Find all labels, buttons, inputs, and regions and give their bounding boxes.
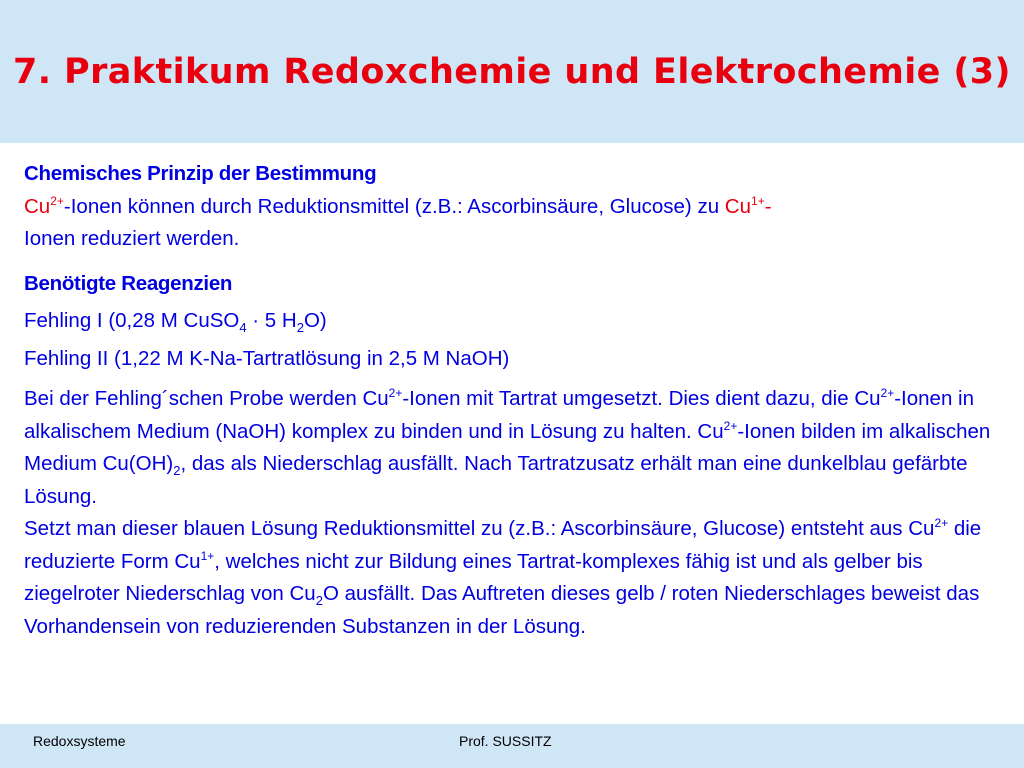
subscript: 2 [315, 593, 323, 608]
copper-symbol: Cu [724, 194, 752, 218]
title-bar [0, 0, 1024, 143]
section-heading-reagents: Benötigte Reagenzien [24, 271, 233, 295]
charge-superscript: 1+ [200, 548, 215, 563]
reagent-fehling-2: Fehling II (1,22 M K-Na-Tartratlösung in 2,5 M NaOH) [24, 346, 510, 370]
reagent-fehling-1 [24, 305, 999, 338]
footer-author: Prof. SUSSITZ [459, 733, 552, 749]
text-run: Setzt man dieser blauen Lösung Reduktionsmittel zu (z.B.: Ascorbinsäure, Glucose) entsteht aus Cu [24, 517, 935, 540]
charge-superscript: 2+ [880, 386, 895, 400]
charge-superscript: 2+ [934, 516, 949, 530]
reagent-text: Fehling I (0,28 M CuSO [24, 309, 240, 332]
principle-text-end: Ionen reduziert werden. [24, 227, 240, 250]
principle-paragraph [24, 191, 999, 256]
text-run: die reduzierte Form Cu [24, 517, 982, 573]
footer-bar [0, 724, 1024, 768]
reagent-text: O) [303, 309, 327, 332]
reagent-text: · 5 H [246, 309, 297, 332]
copper-symbol: Cu [24, 194, 51, 218]
text-run: , welches nicht zur Bildung eines Tartrat-komplexes fähig ist und als gelber bis ziegelroter Niederschlag von Cu [24, 549, 923, 605]
fehling-explanation-paragraph [24, 383, 999, 513]
footer-topic: Redoxsysteme [33, 733, 126, 749]
subscript: 2 [296, 320, 304, 335]
section-heading-principle: Chemisches Prinzip der Bestimmung [24, 162, 377, 185]
text-run: -Ionen in alkalischem Medium (NaOH) komplex zu binden und in Lösung zu halten. Cu [24, 387, 974, 443]
text-run: Bei der Fehling´schen Probe werden Cu [24, 387, 389, 410]
charge-superscript: 2+ [50, 193, 64, 208]
charge-superscript: 2+ [388, 386, 403, 400]
principle-text: -Ionen können durch Reduktionsmittel (z.B.: Ascorbinsäure, Glucose) zu [63, 194, 725, 218]
slide-body [24, 158, 999, 643]
hyphen: - [764, 194, 772, 218]
text-run: O ausfällt. Das Auftreten dieses gelb / roten Niederschlages beweist das Vorhandensein von reduzierenden Substanzen in der Lösung. [24, 582, 980, 638]
subscript: 4 [239, 320, 247, 335]
text-run: -Ionen mit Tartrat umgesetzt. Dies dient dazu, die Cu [402, 387, 881, 410]
charge-superscript: 1+ [751, 193, 765, 208]
text-run: , das als Niederschlag ausfällt. Nach Tartratzusatz erhält man eine dunkelblau gefärbte Lösung. [24, 452, 968, 508]
slide-title: 7. Praktikum Redoxchemie und Elektrochemie (3) [13, 52, 1011, 92]
charge-superscript: 2+ [723, 418, 738, 433]
reduction-paragraph [24, 513, 999, 643]
text-run: -Ionen bilden im alkalischen Medium Cu(OH) [24, 419, 991, 475]
subscript: 2 [173, 463, 181, 478]
